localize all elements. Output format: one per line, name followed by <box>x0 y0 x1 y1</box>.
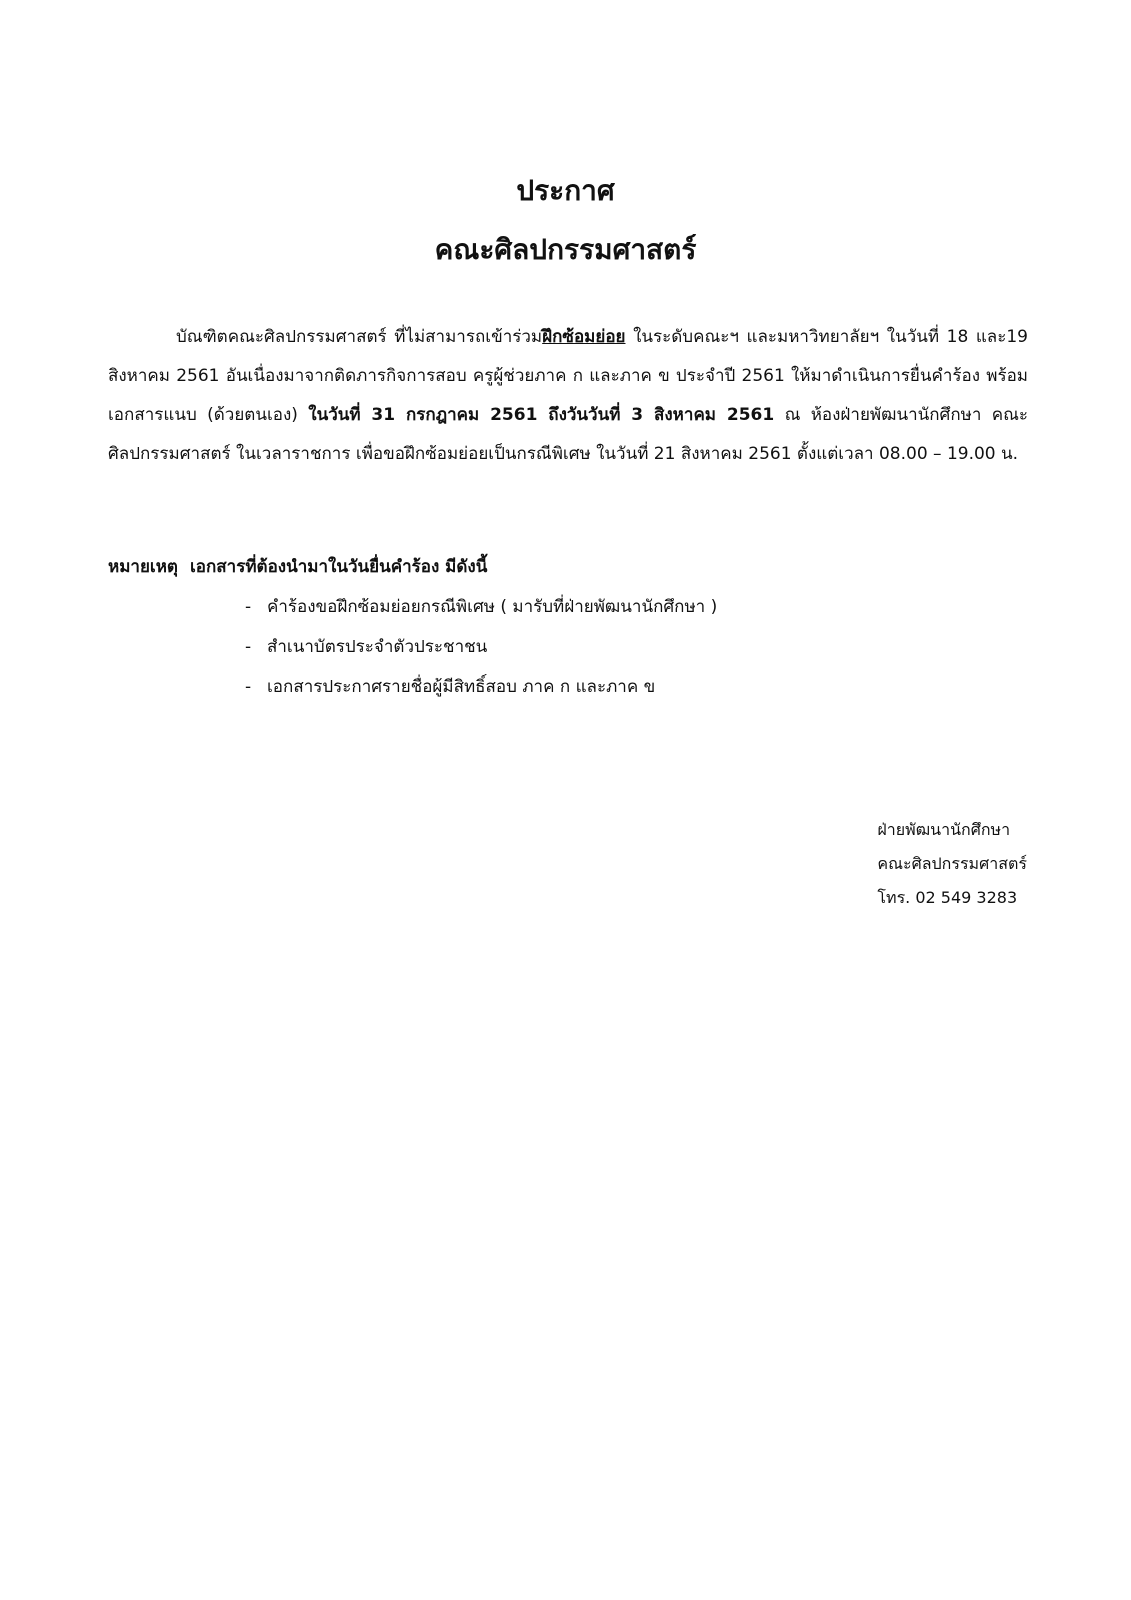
body-part-2: ในระดับคณะฯ และมหาวิทยาลัยฯ ในวันที่ 18 และ19 สิงหาคม 2561 อันเนื่องมาจากติดภารกิจการสอบ ครูผู้ช่วยภาค ก และภาค ข ประจำปี 2561 ให้มาดำเนินการยื่นคำร้อง พร้อมเอกสารแนบ (ด้วยตนเอง) <box>108 327 1028 425</box>
body-part-1: บัณฑิตคณะศิลปกรรมศาสตร์ ที่ไม่สามารถเข้าร่วม <box>176 327 543 347</box>
list-dash: - <box>245 677 252 697</box>
list-dash: - <box>245 597 252 617</box>
signature-faculty: คณะศิลปกรรมศาสตร์ <box>877 854 1027 873</box>
announcement-title: ประกาศ <box>516 174 615 207</box>
list-item-text: สำเนาบัตรประจำตัวประชาชน <box>267 637 488 657</box>
list-dash: - <box>245 637 252 657</box>
required-documents-list <box>245 592 717 712</box>
list-item <box>245 592 717 632</box>
list-item-text: คำร้องขอฝึกซ้อมย่อยกรณีพิเศษ ( มารับที่ฝ่ายพัฒนานักศึกษา ) <box>267 597 718 617</box>
note-label: หมายเหตุ <box>108 557 178 577</box>
list-item <box>245 632 717 672</box>
signature-phone: โทร. 02 549 3283 <box>877 888 1018 907</box>
announcement-body <box>108 318 1028 474</box>
faculty-title: คณะศิลปกรรมศาสตร์ <box>434 233 697 266</box>
body-bold-dates: ในวันที่ 31 กรกฎาคม 2561 ถึงวันวันที่ 3 สิงหาคม 2561 <box>308 405 775 425</box>
list-item <box>245 672 717 712</box>
list-item-text: เอกสารประกาศรายชื่อผู้มีสิทธิ์สอบ ภาค ก และภาค ข <box>267 677 656 697</box>
body-underlined-text: ฝึกซ้อมย่อย <box>542 327 626 347</box>
note-heading <box>108 552 487 582</box>
note-text: เอกสารที่ต้องนำมาในวันยื่นคำร้อง มีดังนี้ <box>189 557 488 577</box>
signature-unit: ฝ่ายพัฒนานักศึกษา <box>877 820 1011 839</box>
body-part-3: ณ ห้องฝ่ายพัฒนานักศึกษา คณะศิลปกรรมศาสตร์ ในเวลาราชการ เพื่อขอฝึกซ้อมย่อยเป็นกรณีพิเศษ ในวันที่ 21 สิงหาคม 2561 ตั้งแต่เวลา 08.00 – 19.00 น. <box>108 405 1029 464</box>
signature-block <box>877 813 1027 915</box>
